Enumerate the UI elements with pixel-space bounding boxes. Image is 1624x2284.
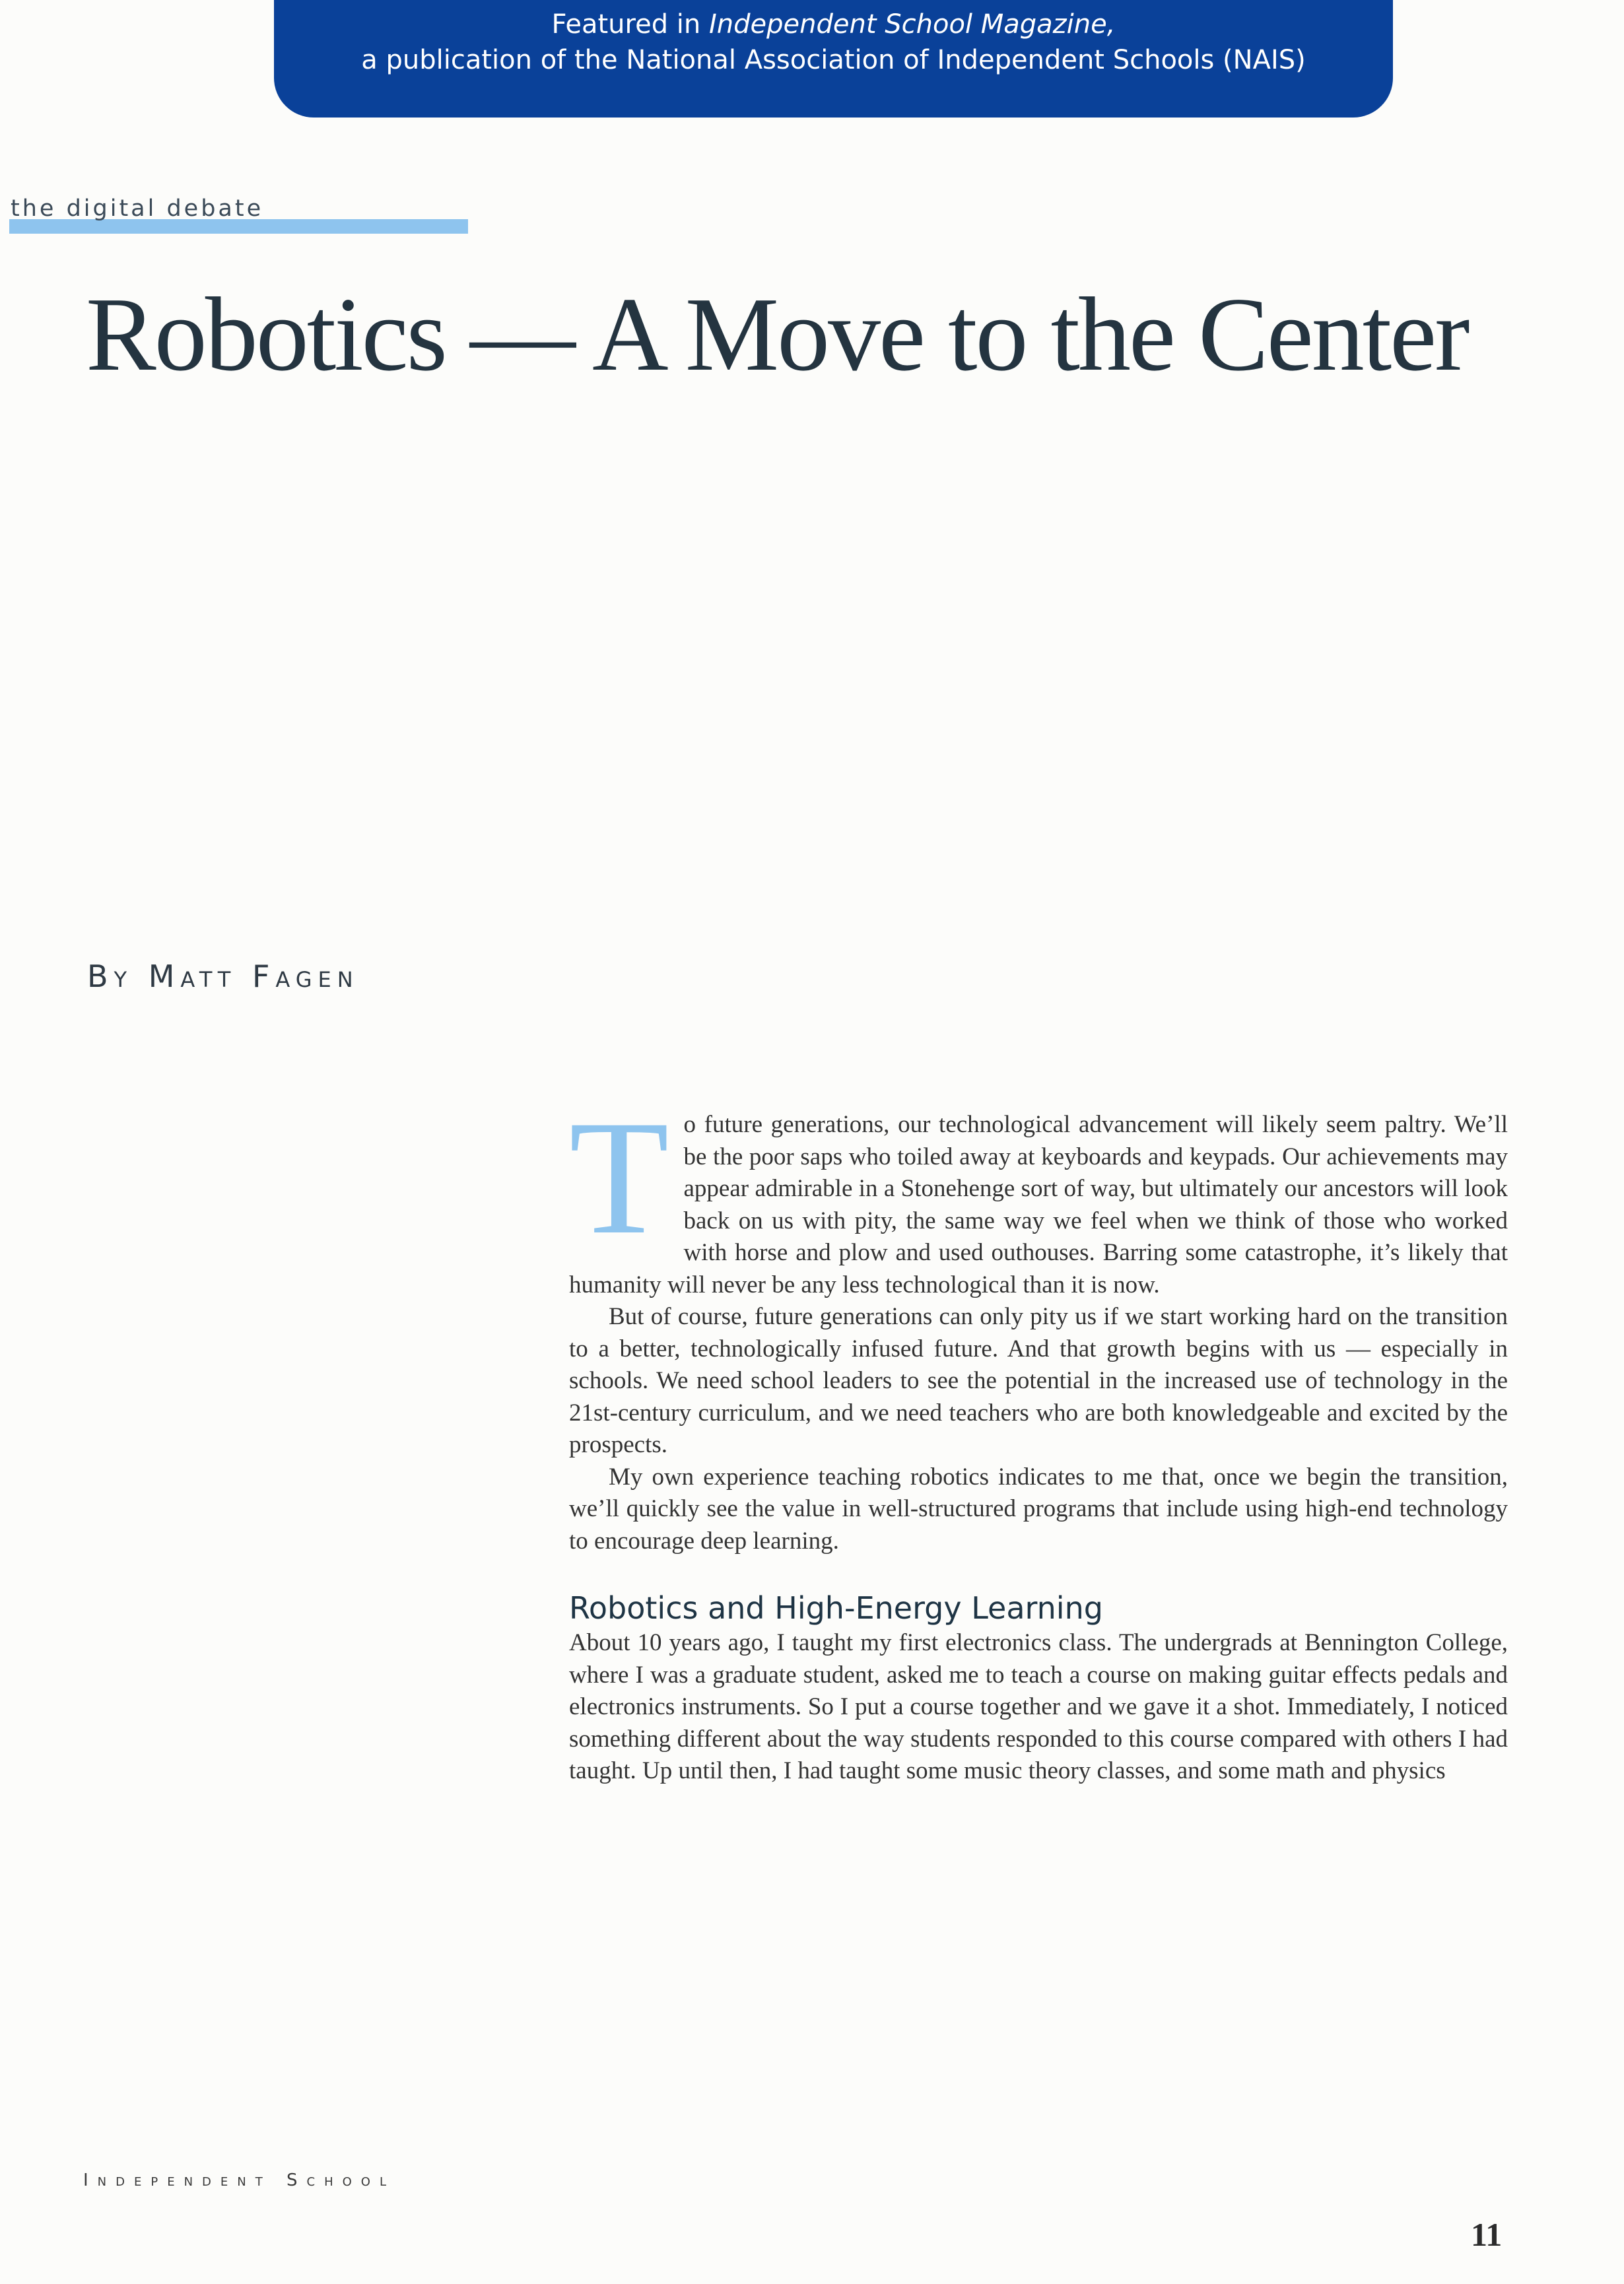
- byline: By Matt Fagen: [87, 958, 359, 994]
- banner-prefix: Featured in: [551, 9, 709, 40]
- paragraph-3: My own experience teaching robotics indicates to me that, once we begin the transition, we’ll quickly see the value in well-structured programs that include using high-end technology to encourage deep learning.: [569, 1463, 1508, 1555]
- paragraph-1: [569, 1087, 1508, 1301]
- section-tag-label: the digital debate: [11, 195, 264, 222]
- section-subhead: Robotics and High-Energy Learning: [569, 1590, 1103, 1626]
- article-title: Robotics — A Move to the Center: [86, 275, 1468, 393]
- paragraph-4: About 10 years ago, I taught my first electronics class. The undergrads at Bennington College, where I was a graduate student, asked me to teach a course on making guitar effects pedals and electronics instruments. So I put a course together and we gave it a shot. Immediately, I noticed something different about the way students responded to this course compared with others I had taught. Up until then, I had taught some music theory classes, and some math and physics: [569, 1629, 1508, 1784]
- banner-line-1: [274, 7, 1393, 42]
- paragraph-1-text: o future generations, our technological advancement will likely seem paltry. We’ll be the poor saps who toiled away at keyboards and keypads. Our achievements may appear admirable in a Stonehenge sort of way, but ultimately our ancestors will look back on us with pity, the same way we feel when we think of those who worked with horse and plow and used outhouses. Barring some catastrophe, it’s likely that humanity will never be any less technological than it is now.: [569, 1111, 1508, 1298]
- banner-line-2: a publication of the National Association of Independent Schools (NAIS): [361, 45, 1306, 75]
- section-tag: [9, 193, 468, 234]
- banner-magazine: Independent School Magazine,: [708, 9, 1116, 40]
- footer-publication: Independent School: [83, 2170, 395, 2190]
- featured-banner: [274, 0, 1393, 118]
- drop-cap: T: [569, 1087, 669, 1268]
- article-body: [569, 1087, 1508, 1788]
- page-number: 11: [1471, 2216, 1503, 2253]
- paragraph-2: But of course, future generations can only pity us if we start working hard on the transition to a better, technologically infused future. And that growth begins with us — especially in schools. We need school leaders to see the potential in the increased use of technology in the 21st-century curriculum, and we need teachers who are both knowledgeable and excited by the prospects.: [569, 1303, 1508, 1458]
